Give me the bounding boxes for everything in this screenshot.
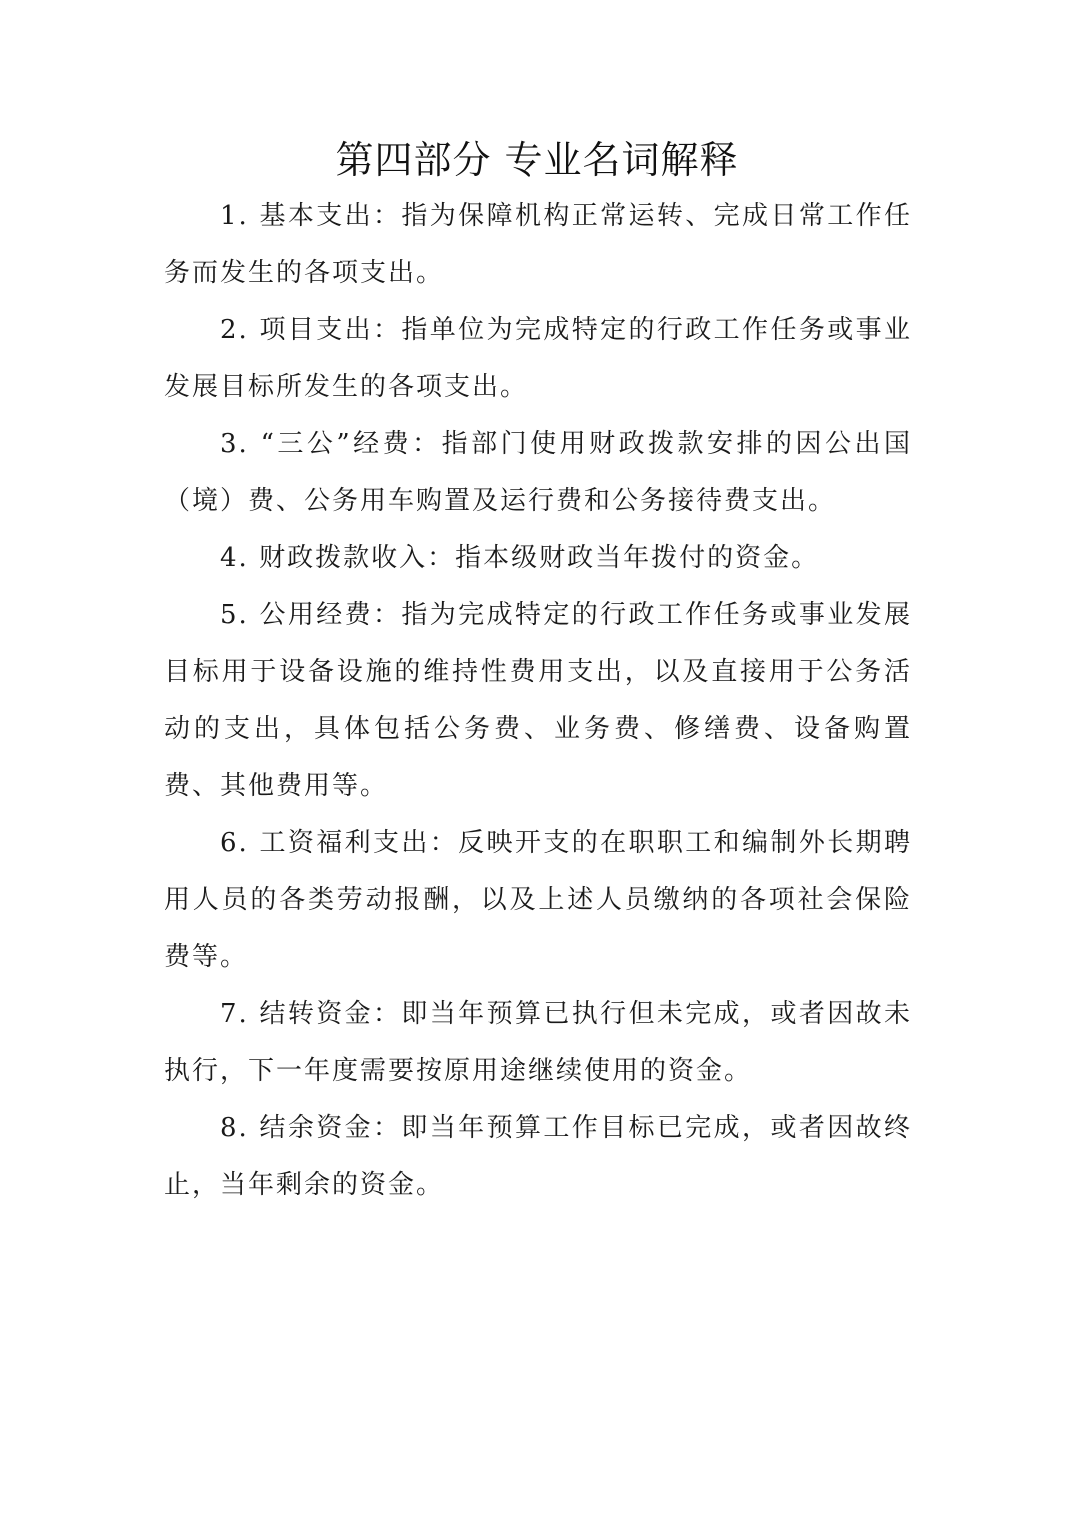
- definition-term: 6. 工资福利支出：: [220, 828, 459, 858]
- definition-item: [164, 188, 912, 302]
- definition-text: 即当年预算已执行但未完成，或者因故未执行，下一年度需要按原用途继续使用的资金。: [164, 999, 912, 1086]
- definition-item: [164, 302, 912, 416]
- definition-term: 1. 基本支出：: [220, 201, 402, 231]
- definition-term: 7. 结转资金：: [220, 999, 402, 1029]
- definition-item: [164, 530, 912, 587]
- definition-text: 指本级财政当年拨付的资金。: [455, 543, 820, 573]
- definition-term: 4. 财政拨款收入：: [220, 543, 456, 573]
- definition-text: 指单位为完成特定的行政工作任务或事业发展目标所发生的各项支出。: [164, 315, 912, 402]
- definition-item: [164, 815, 912, 986]
- definition-text: 即当年预算工作目标已完成，或者因故终止，当年剩余的资金。: [164, 1113, 912, 1200]
- definition-term: 8. 结余资金：: [220, 1113, 402, 1143]
- definition-text: 指为完成特定的行政工作任务或事业发展目标用于设备设施的维持性费用支出，以及直接用于公务活动的支出，具体包括公务费、业务费、修缮费、设备购置费、其他费用等。: [164, 600, 912, 801]
- definition-item: [164, 1100, 912, 1214]
- definition-item: [164, 587, 912, 815]
- definitions-list: [164, 188, 912, 1214]
- page-title: 第四部分 专业名词解释: [335, 138, 739, 182]
- definition-text: 反映开支的在职职工和编制外长期聘用人员的各类劳动报酬，以及上述人员缴纳的各项社会保险费等。: [164, 828, 912, 972]
- definition-term: 5. 公用经费：: [220, 600, 402, 630]
- definition-text: 指部门使用财政拨款安排的因公出国（境）费、公务用车购置及运行费和公务接待费支出。: [164, 429, 912, 516]
- definition-text: 指为保障机构正常运转、完成日常工作任务而发生的各项支出。: [164, 201, 912, 288]
- definition-item: [164, 986, 912, 1100]
- definition-item: [164, 416, 912, 530]
- definition-term: 3. “三公”经费：: [220, 429, 442, 459]
- definition-term: 2. 项目支出：: [220, 315, 402, 345]
